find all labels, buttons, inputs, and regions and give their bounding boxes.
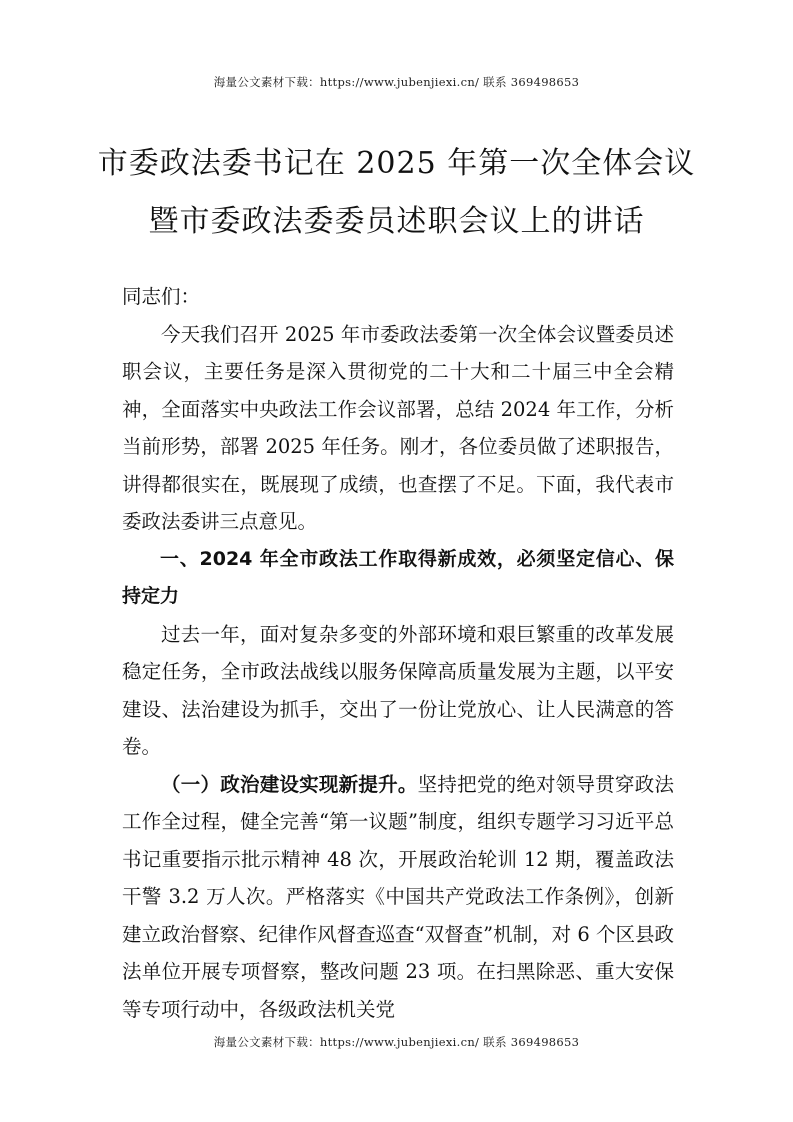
section-1-heading: 一、2024 年全市政法工作取得新成效，必须坚定信心、保持定力 [122, 547, 674, 607]
section-1-paragraph: 过去一年，面对复杂多变的外部环境和艰巨繁重的改革发展稳定任务，全市政法战线以服务保障高质量发展为主题，以平安建设、法治建设为抓手，交出了一份让党放心、让人民满意的答卷。 [122, 622, 674, 758]
page-header: 海量公文素材下载：https://www.jubenjiexi.cn/ 联系 369498653 [213, 75, 580, 89]
document-body [122, 278, 674, 1028]
document-title-line-1: 市委政法委书记在 2025 年第一次全体会议 [97, 146, 696, 181]
salutation: 同志们： [122, 285, 201, 308]
subsection-1-paragraph [122, 766, 674, 1029]
subsection-1-heading: （一）政治建设实现新提升。 [161, 772, 418, 796]
document-title-line-2: 暨市委政法委委员述职会议上的讲话 [148, 204, 645, 239]
intro-paragraph: 今天我们召开 2025 年市委政法委第一次全体会议暨委员述职会议，主要任务是深入贯彻党的二十大和二十届三中全会精神，全面落实中央政法工作会议部署，总结 2024 年工作，分析当前形势，部署 2025 年任务。刚才，各位委员做了述职报告，讲得都很实在，既展现了成绩，也查摆了不足。下面，我代表市委政法委讲三点意见。 [122, 322, 674, 533]
page-footer: 海量公文素材下载：https://www.jubenjiexi.cn/ 联系 369498653 [213, 1035, 580, 1049]
subsection-1-body: 坚持把党的绝对领导贯穿政法工作全过程，健全完善“第一议题”制度，组织专题学习习近平总书记重要指示批示精神 48 次，开展政治轮训 12 期，覆盖政法干警 3.2 万人次。严格落实《中国共产党政法工作条例》，创新建立政治督察、纪律作风督查巡查“双督查”机制，对 6 个区县政法单位开展专项督察，整改问题 23 项。在扫黑除恶、重大安保等专项行动中，各级政法机关党 [122, 772, 674, 1021]
